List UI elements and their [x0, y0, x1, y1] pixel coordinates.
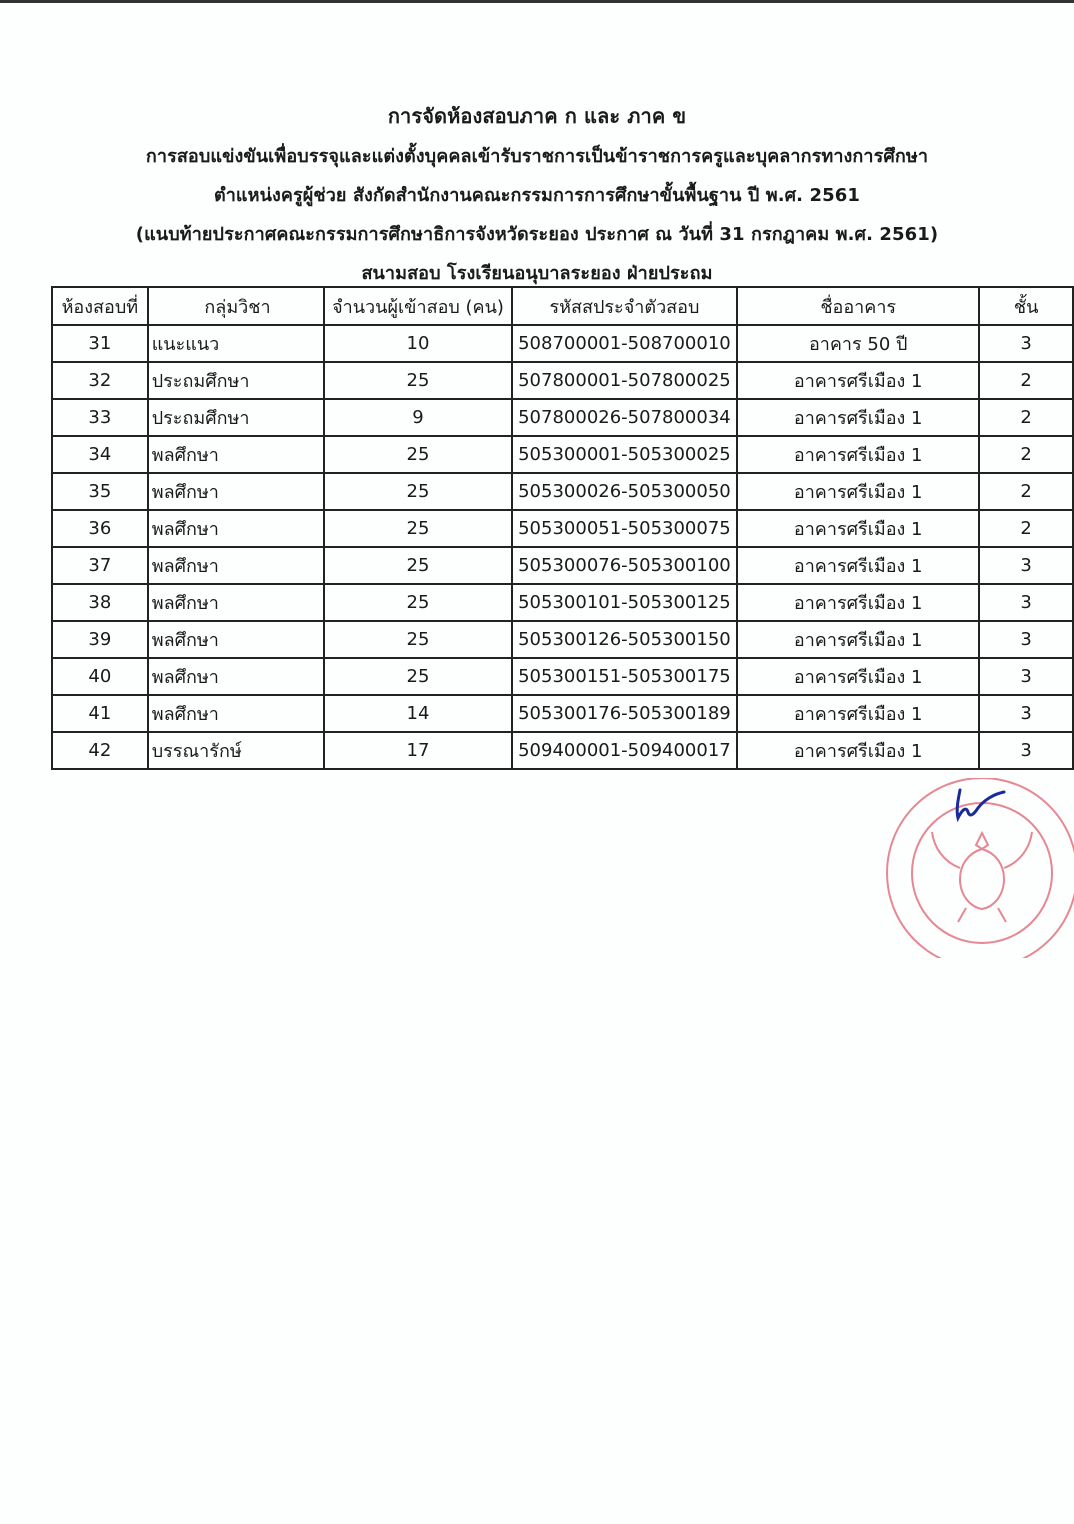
cell-id-range: 505300176-505300189 — [512, 695, 737, 732]
cell-floor: 2 — [979, 473, 1073, 510]
cell-subject: ประถมศึกษา — [148, 399, 325, 436]
cell-floor: 2 — [979, 399, 1073, 436]
cell-building: อาคารศรีเมือง 1 — [737, 658, 979, 695]
cell-id-range: 507800026-507800034 — [512, 399, 737, 436]
cell-room: 36 — [52, 510, 148, 547]
cell-room: 42 — [52, 732, 148, 769]
cell-building: อาคารศรีเมือง 1 — [737, 695, 979, 732]
cell-id-range: 508700001-508700010 — [512, 325, 737, 362]
document-subtitle-position: ตำแหน่งครูผู้ช่วย สังกัดสำนักงานคณะกรรมการการศึกษาขั้นพื้นฐาน ปี พ.ศ. 2561 — [214, 185, 860, 206]
cell-floor: 3 — [979, 658, 1073, 695]
cell-room: 39 — [52, 621, 148, 658]
cell-count: 25 — [324, 473, 511, 510]
table-row — [52, 510, 1073, 547]
cell-id-range: 505300051-505300075 — [512, 510, 737, 547]
table-row — [52, 621, 1073, 658]
cell-subject: แนะแนว — [148, 325, 325, 362]
cell-building: อาคารศรีเมือง 1 — [737, 584, 979, 621]
cell-floor: 2 — [979, 436, 1073, 473]
cell-subject: พลศึกษา — [148, 621, 325, 658]
cell-id-range: 509400001-509400017 — [512, 732, 737, 769]
cell-building: อาคารศรีเมือง 1 — [737, 399, 979, 436]
cell-subject: พลศึกษา — [148, 510, 325, 547]
document-subtitle-exam: การสอบแข่งขันเพื่อบรรจุและแต่งตั้งบุคคลเข้ารับราชการเป็นข้าราชการครูและบุคลากรทางการศึกษา — [145, 146, 929, 167]
cell-subject: พลศึกษา — [148, 547, 325, 584]
cell-room: 37 — [52, 547, 148, 584]
document-subtitle-announcement: (แนบท้ายประกาศคณะกรรมการศึกษาธิการจังหวัดระยอง ประกาศ ณ วันที่ 31 กรกฎาคม พ.ศ. 2561) — [135, 224, 939, 245]
cell-count: 25 — [324, 584, 511, 621]
cell-id-range: 505300101-505300125 — [512, 584, 737, 621]
cell-building: อาคารศรีเมือง 1 — [737, 362, 979, 399]
table-row — [52, 584, 1073, 621]
official-seal-stamp — [882, 778, 1074, 958]
cell-room: 34 — [52, 436, 148, 473]
header-floor: ชั้น — [979, 287, 1073, 325]
cell-subject: บรรณารักษ์ — [148, 732, 325, 769]
cell-floor: 3 — [979, 621, 1073, 658]
cell-room: 35 — [52, 473, 148, 510]
table-row — [52, 362, 1073, 399]
header-id-range: รหัสสประจำตัวสอบ — [512, 287, 737, 325]
document-title: การจัดห้องสอบภาค ก และ ภาค ข — [387, 104, 687, 128]
cell-building: อาคารศรีเมือง 1 — [737, 732, 979, 769]
top-border — [0, 0, 1074, 3]
cell-building: อาคารศรีเมือง 1 — [737, 547, 979, 584]
cell-id-range: 505300001-505300025 — [512, 436, 737, 473]
cell-count: 9 — [324, 399, 511, 436]
table-row — [52, 325, 1073, 362]
cell-floor: 2 — [979, 362, 1073, 399]
cell-id-range: 505300076-505300100 — [512, 547, 737, 584]
cell-count: 10 — [324, 325, 511, 362]
exam-room-table — [51, 286, 1074, 770]
cell-building: อาคารศรีเมือง 1 — [737, 473, 979, 510]
document-venue: สนามสอบ โรงเรียนอนุบาลระยอง ฝ่ายประถม — [361, 263, 713, 284]
cell-floor: 3 — [979, 732, 1073, 769]
cell-floor: 3 — [979, 584, 1073, 621]
cell-room: 31 — [52, 325, 148, 362]
cell-floor: 3 — [979, 695, 1073, 732]
table-row — [52, 732, 1073, 769]
cell-count: 25 — [324, 658, 511, 695]
stamp-inner-ring — [912, 803, 1052, 943]
cell-subject: พลศึกษา — [148, 473, 325, 510]
cell-count: 25 — [324, 547, 511, 584]
cell-subject: พลศึกษา — [148, 584, 325, 621]
cell-building: อาคาร 50 ปี — [737, 325, 979, 362]
cell-subject: ประถมศึกษา — [148, 362, 325, 399]
table-row — [52, 473, 1073, 510]
header-room: ห้องสอบที่ — [52, 287, 148, 325]
header-building: ชื่ออาคาร — [737, 287, 979, 325]
cell-count: 14 — [324, 695, 511, 732]
cell-id-range: 507800001-507800025 — [512, 362, 737, 399]
cell-room: 32 — [52, 362, 148, 399]
table-row — [52, 695, 1073, 732]
cell-id-range: 505300151-505300175 — [512, 658, 737, 695]
cell-floor: 3 — [979, 325, 1073, 362]
header-subject: กลุ่มวิชา — [148, 287, 325, 325]
cell-subject: พลศึกษา — [148, 658, 325, 695]
table-row — [52, 547, 1073, 584]
table-row — [52, 399, 1073, 436]
table-header-row — [52, 287, 1073, 325]
cell-count: 25 — [324, 510, 511, 547]
cell-room: 41 — [52, 695, 148, 732]
cell-room: 40 — [52, 658, 148, 695]
cell-id-range: 505300026-505300050 — [512, 473, 737, 510]
cell-count: 25 — [324, 436, 511, 473]
cell-building: อาคารศรีเมือง 1 — [737, 510, 979, 547]
cell-building: อาคารศรีเมือง 1 — [737, 621, 979, 658]
garuda-emblem-icon — [932, 832, 1032, 922]
table-row — [52, 658, 1073, 695]
cell-room: 33 — [52, 399, 148, 436]
table-row — [52, 436, 1073, 473]
cell-floor: 2 — [979, 510, 1073, 547]
cell-subject: พลศึกษา — [148, 436, 325, 473]
cell-count: 25 — [324, 621, 511, 658]
cell-count: 25 — [324, 362, 511, 399]
cell-floor: 3 — [979, 547, 1073, 584]
cell-room: 38 — [52, 584, 148, 621]
cell-subject: พลศึกษา — [148, 695, 325, 732]
header-count: จำนวนผู้เข้าสอบ (คน) — [324, 287, 511, 325]
cell-building: อาคารศรีเมือง 1 — [737, 436, 979, 473]
cell-id-range: 505300126-505300150 — [512, 621, 737, 658]
cell-count: 17 — [324, 732, 511, 769]
